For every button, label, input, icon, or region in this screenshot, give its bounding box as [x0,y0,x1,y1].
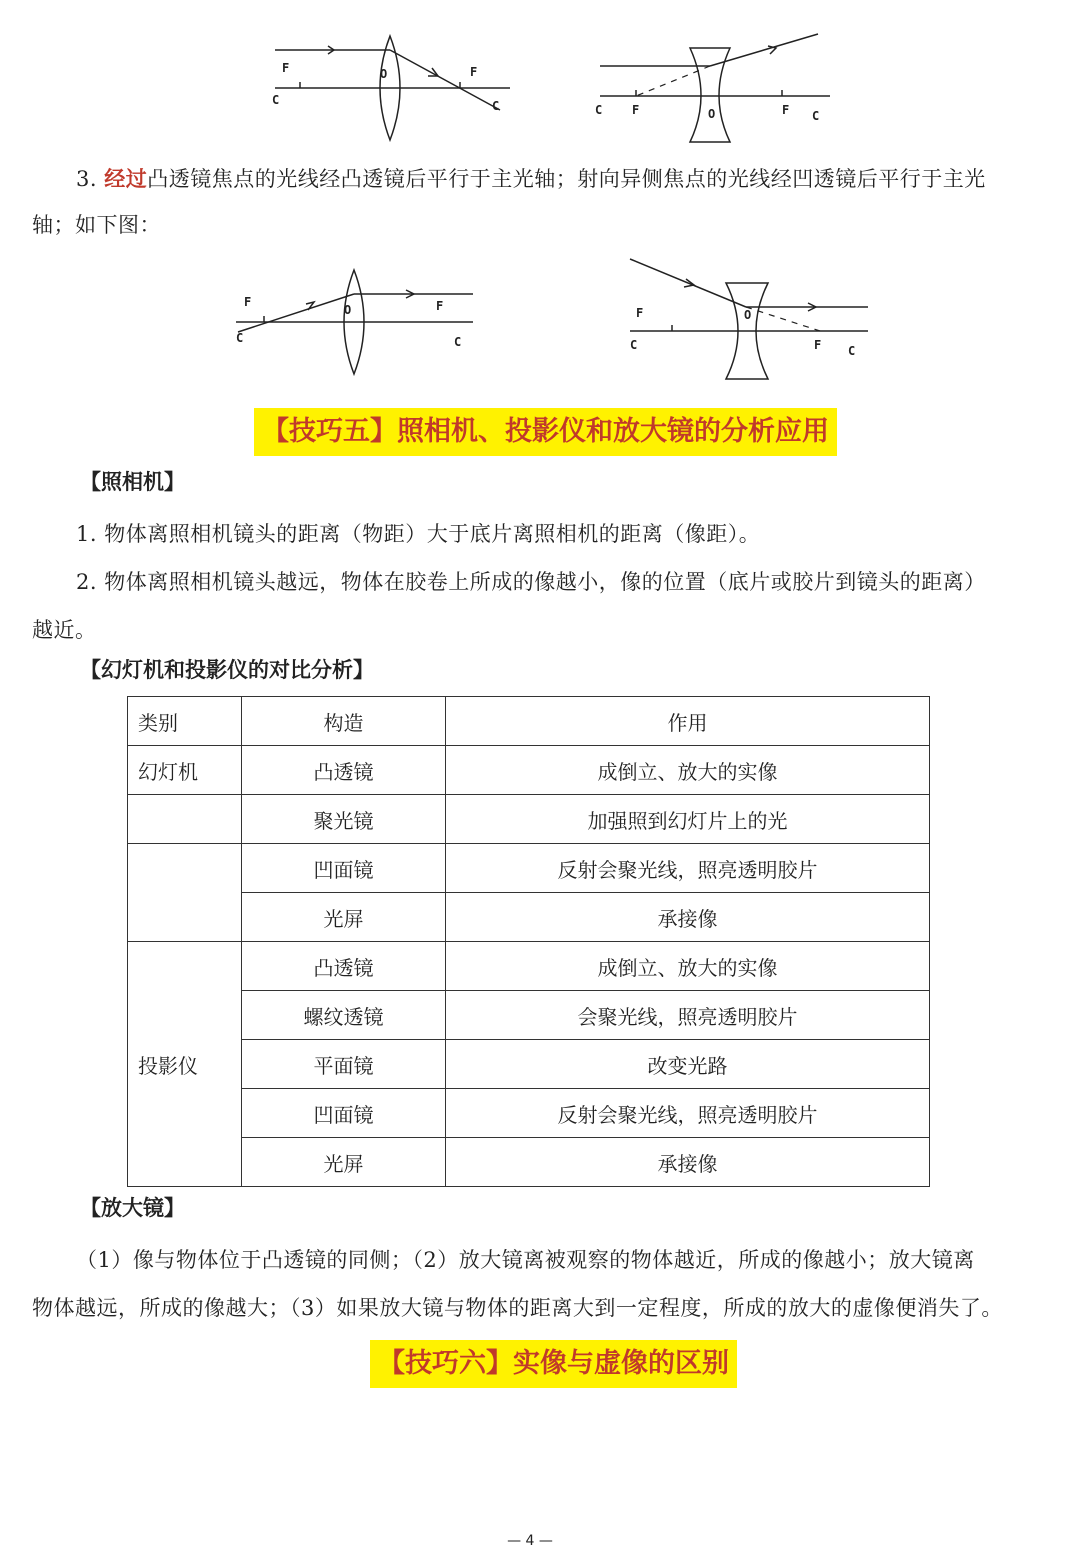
part-cell: 螺纹透镜 [242,991,446,1040]
table-row [128,893,930,942]
convex-lens-diagram-1 [260,30,520,150]
use-cell: 成倒立、放大的实像 [446,942,930,991]
diagram-label: C [630,338,638,352]
table-header-row [128,697,930,746]
diagram-label: F [470,65,478,79]
part-cell: 光屏 [242,1138,446,1187]
category-cell: 投影仪 [128,942,242,1187]
use-cell: 承接像 [446,893,930,942]
comparison-table [127,696,930,1187]
diagram-label: F [636,306,644,320]
diagram-label: C [812,109,820,123]
diagram-label: F [814,338,822,352]
category-cell [128,844,242,942]
diagram-label: F [244,295,252,309]
diagram-label: F [632,103,640,117]
diagram-label: C [454,335,462,349]
diagram-label: F [782,103,790,117]
category-cell: 幻灯机 [128,746,242,795]
magnifier-text-cont: 物体越远，所成的像越大；（3）如果放大镜与物体的距离大到一定程度，所成的放大的虚像便消失了。 [32,1296,1003,1320]
rule-3-paragraph [32,156,1032,248]
diagram-label: C [848,344,856,358]
section-banner-tip-6: 【技巧六】实像与虚像的区别 [370,1340,737,1388]
table-row [128,795,930,844]
diagram-label: O [708,107,716,121]
part-cell: 聚光镜 [242,795,446,844]
table-row [128,991,930,1040]
comparison-heading: 【幻灯机和投影仪的对比分析】 [80,658,374,682]
rule-highlight: 经过 [104,166,148,191]
use-cell: 反射会聚光线，照亮透明胶片 [446,844,930,893]
part-cell: 凹面镜 [242,844,446,893]
diagram-label: O [744,308,752,322]
concave-lens-diagram-2 [620,255,875,385]
diagram-label: O [380,67,388,81]
part-cell: 凹面镜 [242,1089,446,1138]
table-row [128,1089,930,1138]
camera-point-1: 1. 物体离照相机镜头的距离（物距）大于底片离照相机的距离（像距）。 [76,522,761,546]
header-cell: 构造 [242,697,446,746]
use-cell: 反射会聚光线，照亮透明胶片 [446,1089,930,1138]
diagram-label: C [272,93,280,107]
camera-heading: 【照相机】 [80,470,185,494]
rule-text-cont: 轴；如下图： [32,213,161,237]
use-cell: 改变光路 [446,1040,930,1089]
use-cell: 加强照到幻灯片上的光 [446,795,930,844]
diagram-label: O [344,303,352,317]
use-cell: 会聚光线，照亮透明胶片 [446,991,930,1040]
table-row [128,942,930,991]
use-cell: 承接像 [446,1138,930,1187]
concave-lens-diagram-1 [590,30,840,150]
header-cell: 作用 [446,697,930,746]
part-cell: 光屏 [242,893,446,942]
diagram-label: C [492,99,500,113]
table-row [128,844,930,893]
camera-point-2-cont: 越近。 [32,618,97,642]
diagram-label: C [236,331,244,345]
magnifier-heading: 【放大镜】 [80,1196,185,1220]
page-number: — 4 — [507,1533,553,1549]
rule-number: 3. [76,167,98,191]
table-row [128,1040,930,1089]
category-cell [128,795,242,844]
use-cell: 成倒立、放大的实像 [446,746,930,795]
magnifier-text: （1）像与物体位于凸透镜的同侧；（2）放大镜离被观察的物体越近，所成的像越小；放大镜离 [76,1248,975,1272]
diagram-label: C [595,103,603,117]
table-row [128,1138,930,1187]
table-row [128,746,930,795]
camera-point-2: 2. 物体离照相机镜头越远，物体在胶卷上所成的像越小，像的位置（底片或胶片到镜头的距离） [76,570,986,594]
part-cell: 凸透镜 [242,746,446,795]
diagram-label: F [436,299,444,313]
section-banner-tip-5: 【技巧五】照相机、投影仪和放大镜的分析应用 [254,408,837,456]
rule-text: 凸透镜焦点的光线经凸透镜后平行于主光轴；射向异侧焦点的光线经凹透镜后平行于主光 [147,167,986,191]
header-cell: 类别 [128,697,242,746]
part-cell: 凸透镜 [242,942,446,991]
convex-lens-diagram-2 [228,262,478,382]
diagram-label: F [282,61,290,75]
part-cell: 平面镜 [242,1040,446,1089]
